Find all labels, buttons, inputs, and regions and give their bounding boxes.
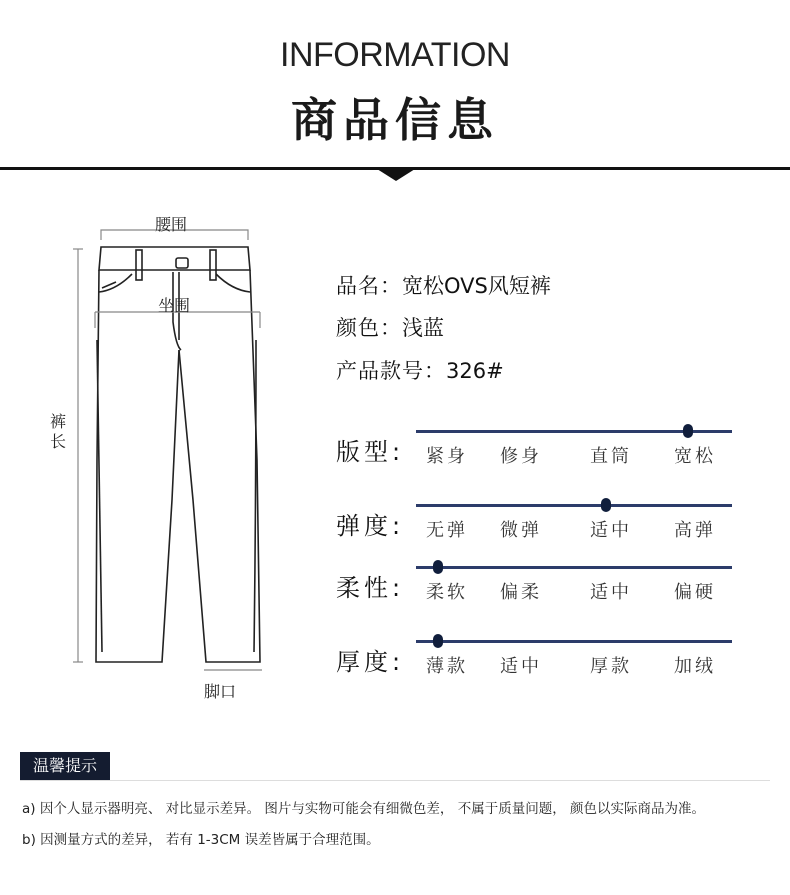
scale-option: 宽松 [674,446,716,467]
product-name-key: 品名： [336,274,402,298]
hip-label: 坐围 [158,296,191,315]
scale-option: 适中 [590,582,632,603]
tip-line-b: b) 因测量方式的差异， 若有 1-3CM 误差皆属于合理范围。 [22,832,380,848]
hem-label: 脚口 [204,682,237,701]
scale-option: 紧身 [426,446,468,467]
scale-option: 厚款 [590,656,632,677]
product-color-value: 浅蓝 [402,316,444,340]
scale-option: 适中 [500,656,542,677]
product-color-row [336,312,444,342]
scale-option: 偏硬 [674,582,716,603]
tips-divider [20,780,770,781]
waist-label: 腰围 [155,215,188,234]
scale-option: 修身 [500,446,542,467]
scale-indicator [683,424,693,438]
scale-indicator [433,560,443,574]
scale-label: 厚度: [336,648,405,676]
scale-option: 适中 [590,520,632,541]
product-code-value: 326# [446,359,504,383]
scale-option: 微弹 [500,520,542,541]
product-code-row [336,355,504,385]
scale-option: 高弹 [674,520,716,541]
scale-option: 薄款 [426,656,468,677]
scale-option: 加绒 [674,656,716,677]
scale-indicator [433,634,443,648]
product-name-row [336,270,551,300]
scale-track [416,504,732,507]
length-label: 裤长 [50,412,67,451]
scale-label: 版型: [336,438,405,466]
product-code-key: 产品款号： [336,359,446,383]
product-name-value: 宽松OVS风短裤 [402,274,551,298]
tip-line-a: a) 因个人显示器明亮、 对比显示差异。 图片与实物可能会有细微色差， 不属于质量问题， 颜色以实际商品为准。 [22,801,705,817]
scale-label: 柔性: [336,574,405,602]
scale-indicator [601,498,611,512]
pants-diagram [40,200,270,680]
scale-option: 偏柔 [500,582,542,603]
scale-option: 直筒 [590,446,632,467]
tips-badge: 温馨提示 [20,752,110,780]
title-english: INFORMATION [280,36,510,74]
scale-option: 无弹 [426,520,468,541]
scale-track [416,640,732,643]
scale-option: 柔软 [426,582,468,603]
scale-track [416,566,732,569]
product-color-key: 颜色： [336,316,402,340]
divider-arrow-icon [377,169,415,181]
scale-label: 弹度: [336,512,405,540]
title-chinese: 商品信息 [291,93,499,147]
